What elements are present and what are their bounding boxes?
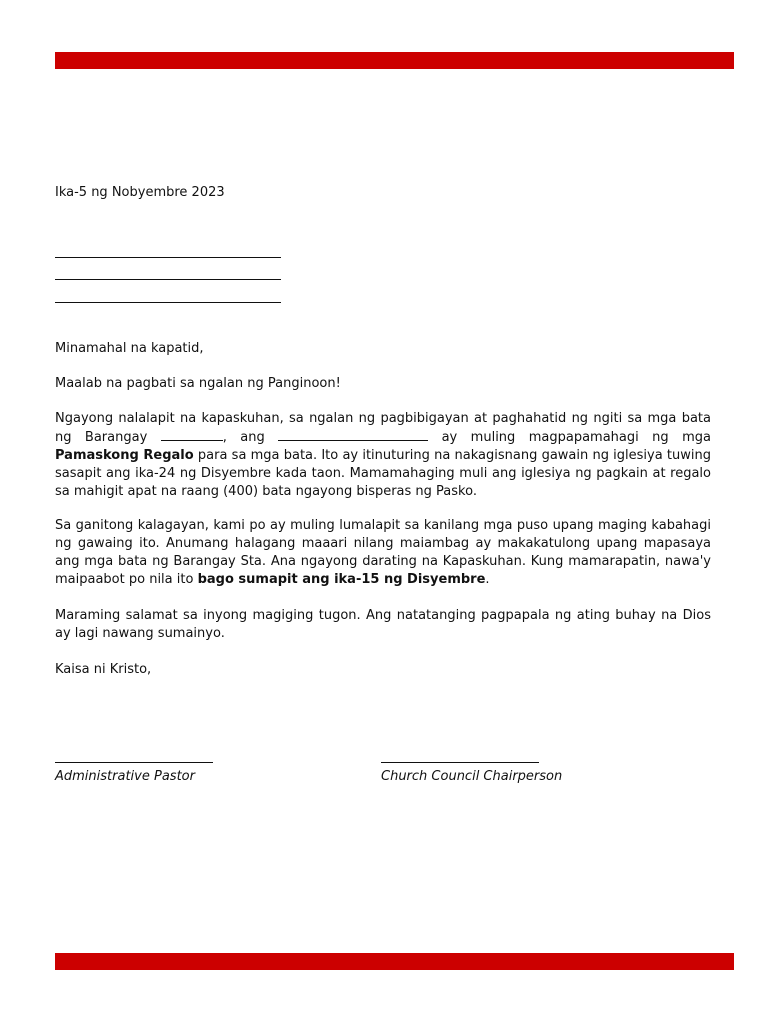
greeting: Maalab na pagbati sa ngalan ng Panginoon! xyxy=(55,376,341,391)
barangay-blank xyxy=(161,428,223,441)
top-accent-bar xyxy=(55,52,734,69)
paragraph-1-text-d: para sa mga bata. Ito ay itinuturing na nakagisnang gawain ng iglesiya tuwing sasapit ang ika-24 ng Disyembre kada taon. Mamamahaging muli ang iglesiya ng pagkain at regalo sa mahigit apat na raang (400) bata ngayong bisperas ng Pasko. xyxy=(55,448,711,499)
paragraph-3: Maraming salamat sa inyong magiging tugon. Ang natatanging pagpapala ng ating buhay na Dios ay lagi nawang sumainyo. xyxy=(55,608,711,641)
recipient-line-1 xyxy=(55,257,281,258)
signature-line-left xyxy=(55,762,213,763)
paragraph-2-text-a: Sa ganitong kalagayan, kami po ay muling lumalapit sa kanilang mga puso upang maging kabahagi ng gawaing ito. Anumang halagang maaari nilang maiambag ay makakatulong upang mapasaya ang mga bata ng Barangay Sta. Ana ngayong darating na Kapaskuhan. Kung mamarapatin, nawa'y maipaabot po nila ito xyxy=(55,518,711,587)
paragraph-1-text-c: ay muling magpapamahagi ng mga xyxy=(428,430,711,445)
paragraph-2 xyxy=(55,517,711,589)
paragraph-1-bold: Pamaskong Regalo xyxy=(55,448,194,463)
paragraph-1 xyxy=(55,410,711,501)
bottom-accent-bar xyxy=(55,953,734,970)
signatory-title-left: Administrative Pastor xyxy=(55,769,195,784)
paragraph-1-text-a: Ngayong nalalapit na kapaskuhan, sa ngalan ng pagbibigayan at paghahatid ng ngiti sa mga bata ng Barangay xyxy=(55,411,711,445)
signatory-title-right: Church Council Chairperson xyxy=(381,769,563,784)
signature-block-right xyxy=(381,762,581,786)
closing: Kaisa ni Kristo, xyxy=(55,662,152,677)
paragraph-2-bold: bago sumapit ang ika-15 ng Disyembre xyxy=(197,572,486,587)
signature-block-left xyxy=(55,762,255,786)
paragraph-1-text-b: , ang xyxy=(222,430,279,445)
church-name-blank xyxy=(278,428,428,441)
paragraph-2-text-b: . xyxy=(485,572,490,587)
recipient-line-2 xyxy=(55,279,281,280)
recipient-line-3 xyxy=(55,302,281,303)
letter-date: Ika-5 ng Nobyembre 2023 xyxy=(55,185,225,200)
signature-line-right xyxy=(381,762,539,763)
salutation: Minamahal na kapatid, xyxy=(55,341,204,356)
